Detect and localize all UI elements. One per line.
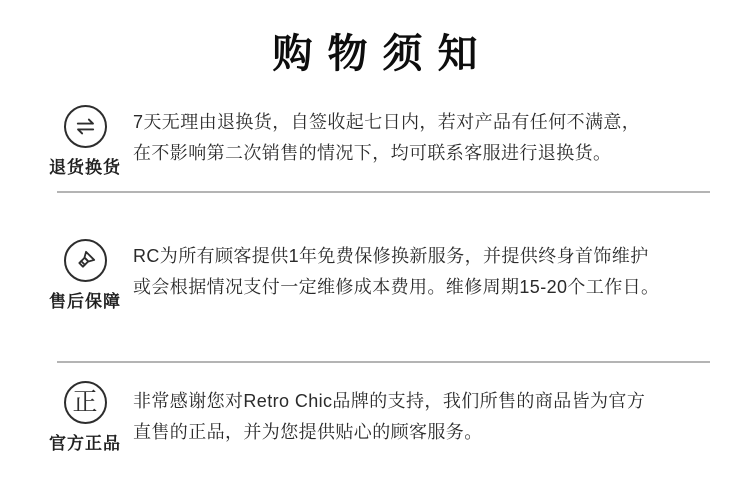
section-genuine-label: 官方正品 [49,434,121,453]
section-returns-label: 退货换货 [49,158,121,177]
genuine-seal-glyph: 正 [72,387,98,416]
section-returns-line2: 在不影响第二次销售的情况下，均可联系客服进行退换货。 [133,143,612,163]
divider [57,361,710,363]
page-title: 购物须知 [272,30,493,77]
flashlight-icon [64,239,107,282]
section-returns-line1: 7天无理由退换货，自签收起七日内，若对产品有任何不满意， [133,112,641,132]
section-returns-icon-block [44,105,126,178]
section-returns-text [133,107,640,169]
section-warranty-line1: RC为所有顾客提供1年免费保修换新服务，并提供终身首饰维护 [133,246,649,266]
section-warranty-icon-block [44,239,126,312]
divider [57,191,710,193]
genuine-seal-icon [64,381,107,424]
section-warranty-line2: 或会根据情况支付一定维修成本费用。维修周期15-20个工作日。 [133,277,660,297]
section-warranty-label: 售后保障 [49,292,121,311]
section-warranty-text [133,241,659,303]
section-genuine-text [133,386,645,448]
section-genuine-line2: 直售的正品，并为您提供贴心的顾客服务。 [133,422,483,442]
swap-arrows-icon [64,105,107,148]
section-genuine-icon-block [44,381,126,454]
section-genuine-line1: 非常感谢您对Retro Chic品牌的支持，我们所售的商品皆为官方 [133,391,646,411]
